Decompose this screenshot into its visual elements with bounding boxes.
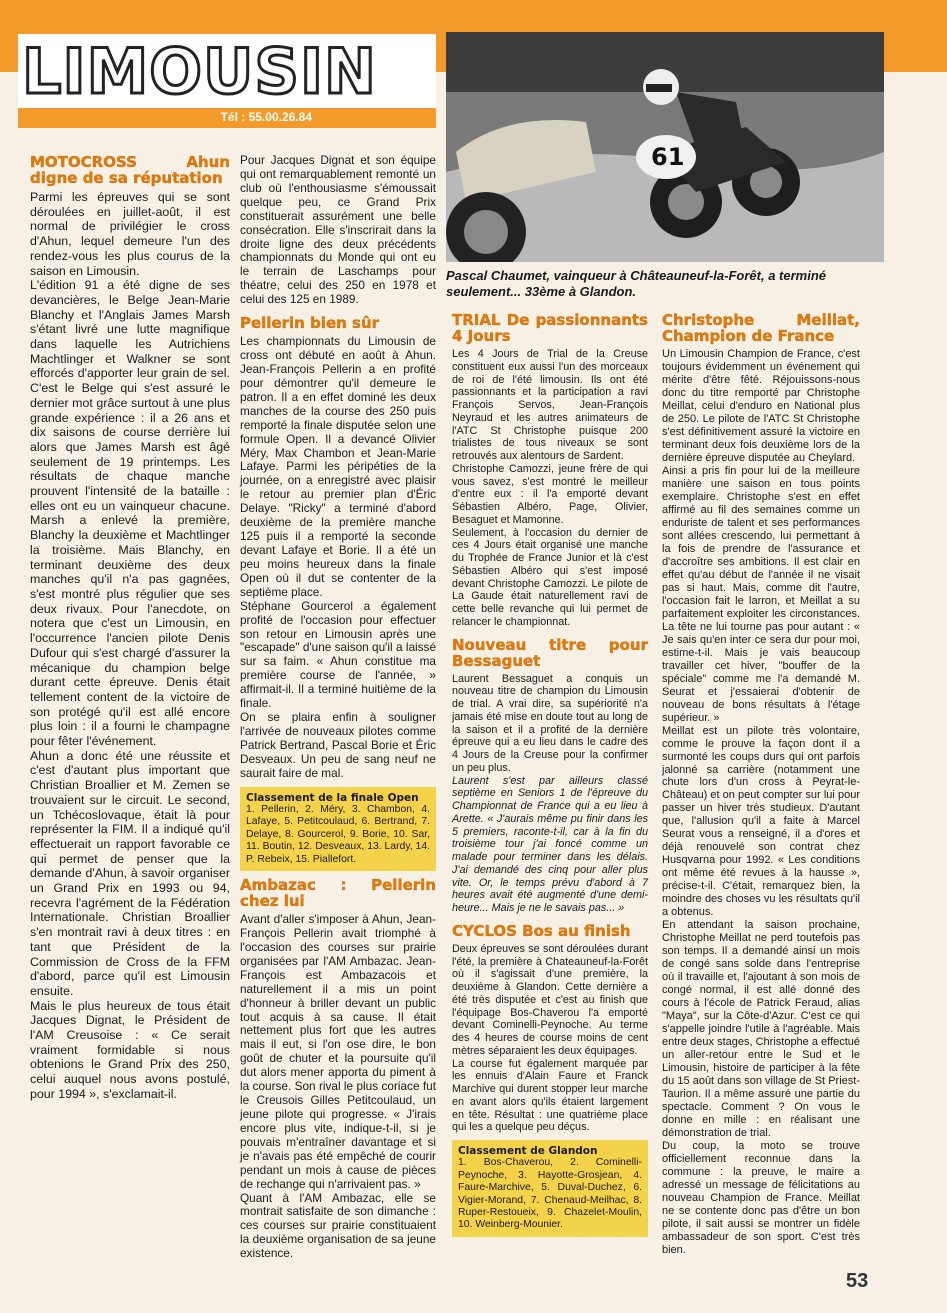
bessaguet-heading: Nouveau titre pour Bessaguet	[452, 635, 648, 670]
column-2	[240, 154, 436, 1261]
meillat-heading: Christophe Meillat, Champion de France	[662, 311, 860, 345]
article-paragraph: Deux épreuves se sont déroulées durant l'été, la première à Chateauneuf-la-Forêt où il s'agissait d'une première, la deuxième à Glandon. Cette dernière a été très disputée et c'est au finish que l'équipage Bos-Chaverou l'a emporté devant Cominelli-Peynoche. Au terme des 4 heures de course moins de cent mètres séparaient les deux équipages.	[452, 942, 648, 1057]
phone-bar	[18, 108, 436, 128]
article-paragraph: Christophe Camozzi, jeune frère de qui vous savez, s'est montré le meilleur d'entre eux : il l'a emporté devant Sébastien Albéro, Page, Olivier, Besaguet et Mamonne.	[452, 462, 648, 526]
ambazac-heading: Ambazac : Pellerin chez lui	[240, 876, 436, 911]
column-1	[30, 154, 230, 1102]
article-paragraph: Un Limousin Champion de France, c'est toujours évidemment un événement qui mérite d'être fêté. Réjouissons-nous donc du titre remporté par Christophe Meillat, celui d'enduro en National plus de 250. Le pilote de l'ATC St Christophe s'est définitivement assuré la victoire en terminant deux fois deuxième lors de la dernière épreuve disputée au Cheylard.	[662, 348, 860, 464]
article-paragraph: Avant d'aller s'imposer à Ahun, Jean-François Pellerin avait triomphé à l'occasion des courses sur prairie organisées par l'AM Ambazac. Jean-François est Ambazacois et naturellement il a mis un point d'honneur à briller devant un public tout acquis à sa cause. Il était nettement plus fort que les autres mais il eut, si l'on ose dire, le bon goût de chuter et la poursuite qu'il dut alors mener apporta du piment à la course. Son rival le plus coriace fut le Creusois Gilles Petitcoulaud, un jeune pilote qui progresse. « J'irais encore plus vite, indique-t-il, si je pouvais m'entraîner davantage et si je n'avais pas été empêché de courir pendant un mois à cause de pièces de rechange qui n'arrivaient pas. »	[240, 912, 436, 1191]
article-paragraph: Ainsi a pris fin pour lui de la meilleure manière une saison en tous points exemplaire. Christophe s'est en effet affirmé au fil des semaines comme un enduriste de talent et ses performances sont allées crescendo, lui permettant à la fois de prendre de l'assurance et d'accroître ses ambitions. Il est clair en effet qu'au début de l'année il ne visait pas si haut. Mais, comme dit l'autre, l'occasion fait le larron, et Meillat a su parfaitement exploiter les circonstances. La tête ne lui tourne pas pour autant : « Je sais qu'en inter ce sera dur pour moi, estime-t-il. Mais je vais beaucoup travailler cet hiver, "bouffer de la spéciale" comme me l'a demandé M. Seurat et j'essaierai d'obtenir de nouveau de bons résultats à l'étage supérieur. »	[662, 464, 860, 724]
pellerin-heading: Pellerin bien sûr	[240, 314, 380, 333]
article-paragraph: Seulement, à l'occasion du dernier de ces 4 Jours était organisé une manche du Trophée de France Junior et là c'est Sébastien Albéro qui s'est imposé devant Christophe Camozzi. Le pilote de La Gaude était naturellement ravi de cette belle revanche qui lui permet de relancer le championnat.	[452, 526, 648, 628]
article-paragraph: Parmi les épreuves qui se sont déroulées en juillet-août, il est normal de privilégier le cross d'Ahun, lequel demeure l'un des rendez-vous les plus courus de la saison en Limousin.	[30, 190, 230, 278]
rider-illustration-icon	[446, 32, 884, 262]
article-paragraph: Du coup, la moto se trouve officiellement reconnue dans la commune : la preuve, le maire a adressé un message de félicitations au nouveau Champion de France. Meillat ne se contente donc pas d'être un bon pilote, il sait aussi se montrer un fidèle ambassadeur de son sport. C'est très bien.	[662, 1140, 860, 1256]
article-paragraph: En attendant la saison prochaine, Christophe Meillat ne perd toutefois pas son temps. Il a demandé ainsi un mois de congé sans solde dans l'entreprise où il travaille et, l'ajoutant à son mois de congé normal, il est allé donné des cours à l'école de Patrick Feraud, alias "Maya", sur la Côte-d'Azur. C'est ce qui s'appelle joindre l'utile à l'agréable. Mais entre deux stages, Christophe a effectué un aller-retour entre le Sud et le Limousin, histoire de participer à la fête du 15 août dans son village de St Priest-Taurion. Il a même assuré une partie du spectacle. Comment ? On vous le donne en mille : en réalisant une démonstration de trial.	[662, 919, 860, 1140]
article-paragraph: Laurent Bessaguet a conquis un nouveau titre de champion du Limousin de trial. A vrai dire, sa supériorité n'a jamais été mise en doute tout au long de la saison et il a profité de la dernière épreuve qui a eu lieu dans le cadre des 4 Jours de la Creuse pour la confirmer un peu plus.	[452, 672, 648, 774]
article-paragraph: Mais le plus heureux de tous était Jacques Dignat, le Président de l'AM Creusoise : « Ce serait vraiment formidable si nous obtenions le Grand Prix des 250, celui auquel nous avons postulé, pour 1994 », s'exclamait-il.	[30, 998, 230, 1101]
article-paragraph: La course fut également marquée par les ennuis d'Alain Faure et Franck Marchive qui durent stopper leur marche en avant alors qu'ils étaient largement en tête. Résultat : une quatrième place qui les a quelque peu déçus.	[452, 1057, 648, 1134]
article-paragraph: Ahun a donc été une réussite et c'est d'autant plus important que Christian Broallier et M. Zemen se trouvaient sur le circuit. Le second, un Tchécoslovaque, était là pour représenter la FIM. Il a indiqué qu'il effectuerait un rapport favorable ce qui permet de penser que la demande d'Ahun, à savoir organiser un Grand Prix en 1993 ou 94, recevra l'agrément de la Fédération Internationale. Christian Broallier s'en montrait ravi à deux titres : en tant que Président de la Commission de Cross de la FFM d'abord, parce qu'il est Limousin ensuite.	[30, 748, 230, 998]
section-title: LIMOUSIN	[22, 35, 377, 108]
rider-number: 61	[651, 143, 685, 171]
article-paragraph: Meillat est un pilote très volontaire, comme le prouve la façon dont il a surmonté les coups durs qui ont parfois jalonné sa carrière (notamment une chute lors d'un cross à Peyrat-le-Château) et on peut compter sur lui pour passer un hiver très studieux. D'autant que, l'allusion qu'il a faite à Marcel Seurat vous a renseigné, il a d'ores et déjà renouvelé son contrat chez Husqvarna pour 1992. « Les conditions ont même été revues à la hausse », précise-t-il. C'était, remarquez bien, la moindre des choses vu les résultats qu'il a obtenus.	[662, 724, 860, 919]
page-number: 53	[846, 1270, 869, 1292]
phone-number: Tél : 55.00.26.84	[220, 110, 312, 124]
article-paragraph: Les 4 Jours de Trial de la Creuse constituent eux aussi l'un des morceaux de roi de l'été limousin. Ils ont été passionnants et la participation a ravi François Servos, Jean-François Neyraud et les autres animateurs de l'ATC St Christophe puisque 200 trialistes de tous niveaux se sont retrouvés aux alentours de Sardent.	[452, 348, 648, 462]
motocross-heading: MOTOCROSS Ahun digne de sa réputation	[30, 153, 230, 187]
article-paragraph: Quant à l'AM Ambazac, elle se montrait satisfaite de son dimanche : ces courses sur prairie constituaient la deuxième organisation de sa jeune existence.	[240, 1190, 436, 1261]
results-box-text: 1. Bos-Chaverou, 2. Cominelli-Peynoche, 3. Hayotte-Grosjean, 4. Faure-Marchive, 5. Duval-Duchez, 6. Vigier-Morand, 7. Chenaud-Meilhac, 8. Ruper-Restoueix, 9. Chazelet-Moulin, 10. Weinberg-Mounier.	[458, 1157, 642, 1231]
article-paragraph: On se plaira enfin à souligner l'arrivée de nouveaux pilotes comme Patrick Bertrand, Pascal Borie et Éric Desveaux. Un peu de sang neuf ne saurait faire de mal.	[240, 710, 436, 780]
column-3	[452, 312, 648, 1243]
results-box-open	[240, 787, 436, 871]
article-paragraph: Les championnats du Limousin de cross ont débuté en août à Ahun. Jean-François Pellerin a en profité pour démontrer qu'il demeure le patron. Il a en effet dominé les deux manches de la course des 250 puis remporté la finale disputée selon une formule Open. Il a devancé Olivier Méry, Max Chambon et Jean-Marie Lafaye. Parmi les péripéties de la journée, on a enregistré avec plaisir le retour au premier plan d'Éric Delaye. "Ricky" a terminé d'abord deuxième de la première manche 125 puis il a remporté la seconde devant Lafaye et Borie. Il a été un peu moins heureux dans la finale Open où il dut se contenter de la septième place.	[240, 334, 436, 599]
results-box-title: Classement de la finale Open	[246, 791, 419, 804]
results-box-glandon	[452, 1140, 648, 1237]
trial-heading: TRIAL De passionnants 4 Jours	[452, 311, 648, 345]
cyclos-heading: CYCLOS Bos au finish	[452, 921, 631, 940]
photo-caption: Pascal Chaumet, vainqueur à Châteauneuf-la-Forêt, a terminé seulement... 33ème à Glandon.	[446, 268, 826, 299]
motorcycle-photo	[446, 32, 884, 262]
column-4	[662, 312, 860, 1257]
results-box-text: 1. Pellerin, 2. Méry, 3. Chambon, 4. Lafaye, 5. Petitcoulaud, 6. Bertrand, 7. Delaye, 8. Gourcerol, 9. Borie, 10. Sar, 11. Boutin, 12. Desveaux, 13. Lardy, 14. P. Rebeix, 15. Piallefort.	[246, 804, 430, 865]
article-paragraph: Pour Jacques Dignat et son équipe qui ont remarquablement remonté un club où l'enthousiasme s'émoussait quelque peu, ce Grand Prix constituerait assurément une belle consécration. Elle s'inscrirait dans la droite ligne des deux précédents championnats du Monde qui ont eu le terrain de Laschamps pour théatre, celui des 250 en 1978 et celui des 125 en 1989.	[240, 153, 436, 307]
article-paragraph: L'édition 91 a été digne de ses devancières, le Belge Jean-Marie Blanchy et l'Anglais James Marsh s'étant livré une lutte magnifique dans laquelle les Autrichiens Machtlinger et Walkner se sont efforcés d'apporter leur grain de sel. C'est le Belge qui s'est assuré le dernier mot grâce surtout à une plus grande expérience : il a 26 ans et dix saisons de course derrière lui alors que James Marsh est âgé seulement de 19 printemps. Les résultats de chaque manche prouvent l'intensité de la bataille : elles ont eu un vainqueur chacune. Marsh a enlevé la première, Blanchy la deuxième et Machtlinger la troisième. Mais Blanchy, en terminant deuxième des deux manches qu'il n'a pas gagnées, s'est montré plus régulier que ses deux rivaux. Pour l'anecdote, on notera que c'est un Limousin, en l'occurrence l'ancien pilote Denis Dufour qui s'est chargé d'assurer la mécanique du champion belge durant cette épreuve. Denis était tellement content de la victoire de son protégé qu'il est allé encore plus loin : il a fourni le champagne pour fêter l'événement.	[30, 278, 230, 749]
results-box-title: Classement de Glandon	[458, 1145, 598, 1157]
article-paragraph: Stéphane Gourcerol a également profité de l'occasion pour effectuer son retour en Limousin après une "escapade" d'une saison qu'il a laissé sur sa faim. « Ahun constitue ma première course de l'année, » affirmait-il. Il a terminé huitième de la finale.	[240, 598, 436, 711]
article-paragraph: Laurent s'est par ailleurs classé septième en Seniors 1 de l'épreuve du Championnat de France qui a eu lieu à Arette. « J'aurais même pu finir dans les 5 premiers, raconte-t-il, car à la fin du troisième tour j'ai foncé comme un malade pour terminer dans les délais. J'ai demandé des cinq pour aller plus vite. Or, le temps prévu d'abord à 7 heures avait été augmenté d'une demi-heure... Mais je ne le savais pas... »	[452, 774, 648, 914]
